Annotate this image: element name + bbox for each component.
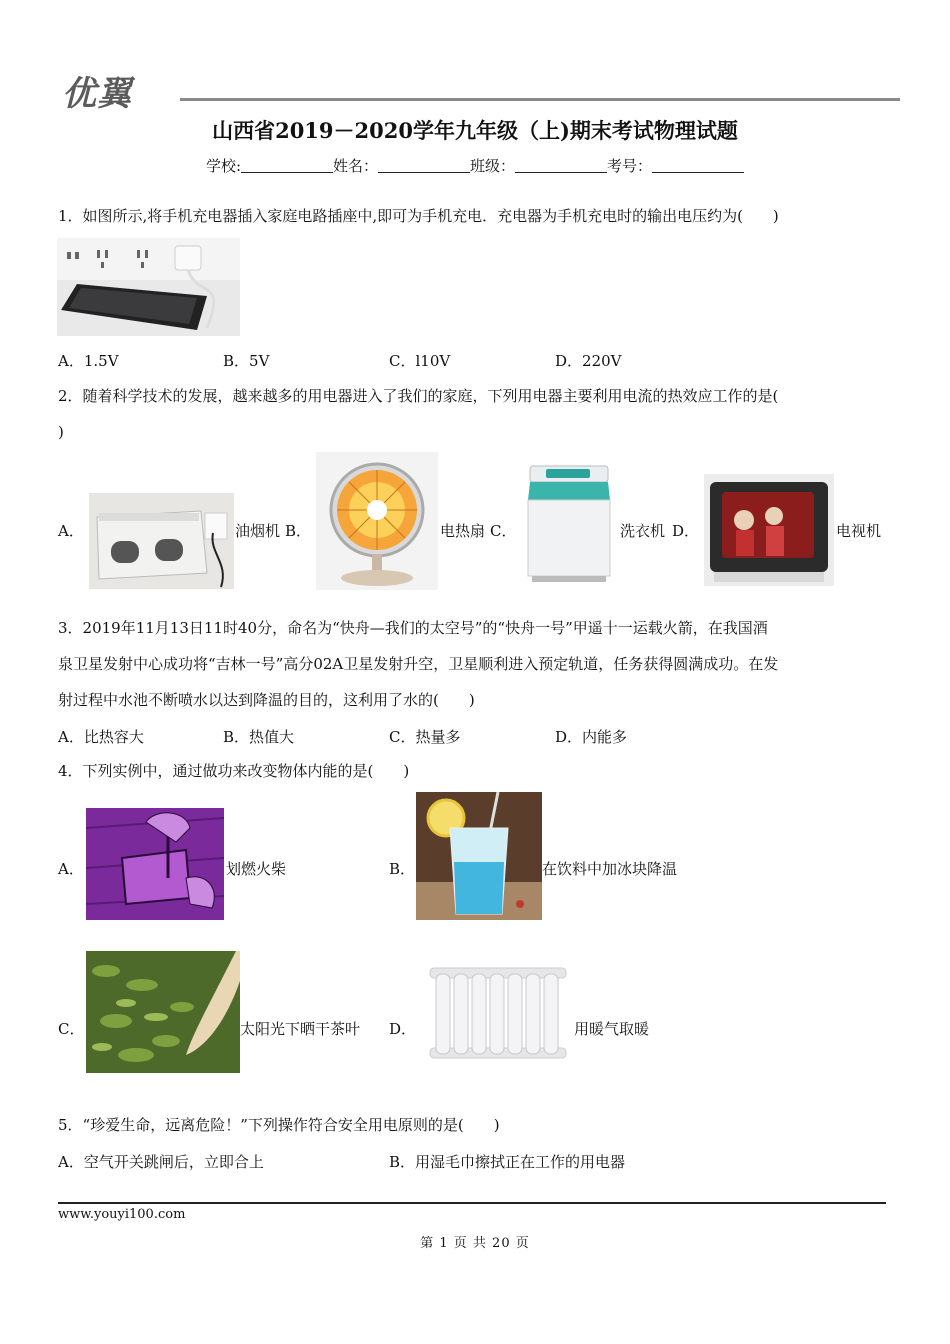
question-3-text-line2: 泉卫星发射中心成功将“吉林一号”高分02A卫星发射升空，卫星顺利进入预定轨道，任务获得圆满成功。在发 [58, 655, 779, 673]
school-blank [241, 158, 333, 173]
question-1-text: 1．如图所示,将手机充电器插入家庭电路插座中,即可为手机充电．充电器为手机充电时的输出电压约为( ) [58, 207, 779, 225]
q2-option-d-text: 电视机 [836, 522, 882, 540]
question-2-text-line2: ) [58, 423, 64, 441]
striking-match-image [86, 808, 224, 920]
question-4-text: 4．下列实例中，通过做功来改变物体内能的是( ) [58, 762, 410, 780]
class-label: 班级： [470, 157, 516, 175]
q3-option-d: D．内能多 [555, 728, 628, 746]
header-divider [180, 98, 900, 101]
question-3-text-line3: 射过程中水池不断喷水以达到降温的目的，这利用了水的( ) [58, 691, 475, 709]
drying-tea-image [86, 951, 240, 1073]
q4-option-d-text: 用暖气取暖 [574, 1020, 650, 1038]
q5-option-a: A．空气开关跳闸后，立即合上 [58, 1153, 264, 1171]
exam-title: 山西省2019－2020学年九年级（上)期末考试物理试题 [212, 118, 738, 143]
q1-option-d: D．220V [555, 352, 622, 370]
q2-option-d-label: D． [672, 522, 700, 540]
q4-option-d-label: D． [389, 1020, 417, 1038]
washing-machine-image [520, 460, 616, 586]
q4-option-a-label: A． [58, 860, 84, 878]
q2-option-a-label: A． [58, 522, 84, 540]
q3-option-a: A．比热容大 [58, 728, 144, 746]
class-blank [515, 158, 607, 173]
q4-option-c-text: 太阳光下晒干茶叶 [240, 1020, 361, 1038]
q2-option-b-text: 电热扇 [440, 522, 486, 540]
number-blank [652, 158, 744, 173]
q1-option-c: C．l10V [389, 352, 451, 370]
q5-option-b: B．用湿毛巾擦拭正在工作的用电器 [389, 1153, 626, 1171]
page-number: 第 1 页 共 20 页 [420, 1236, 530, 1251]
q1-option-a: A．1.5V [58, 352, 119, 370]
footer-url: www.youyi100.com [58, 1207, 186, 1222]
student-info-row [0, 155, 950, 176]
footer-divider [58, 1202, 886, 1204]
question-2-text-line1: 2．随着科学技术的发展，越来越多的用电器进入了我们的家庭，下列用电器主要利用电流的热效应工作的是( [58, 387, 779, 405]
q3-option-b: B．热值大 [223, 728, 295, 746]
q4-option-a-text: 划燃火柴 [226, 860, 287, 878]
brand-logo: 优翼 [62, 74, 132, 114]
q4-option-b-text: 在饮料中加冰块降温 [542, 860, 678, 878]
phone-charging-image [57, 238, 240, 336]
television-image [704, 474, 834, 586]
q4-option-c-label: C． [58, 1020, 85, 1038]
school-label: 学校: [205, 157, 241, 175]
name-label: 姓名： [333, 157, 379, 175]
radiator-image [424, 962, 572, 1066]
q2-option-a-text: 油烟机 [235, 522, 281, 540]
q3-option-c: C．热量多 [389, 728, 461, 746]
q2-option-c-label: C． [490, 522, 517, 540]
question-5-text: 5．“珍爱生命，远离危险！”下列操作符合安全用电原则的是( ) [58, 1116, 500, 1134]
q4-option-b-label: B． [389, 860, 416, 878]
number-label: 考号： [607, 157, 653, 175]
question-3-text-line1: 3．2019年11月13日11时40分，命名为“快舟—我们的太空号”的“快舟一号”甲遥十一运载火箭，在我国酒 [58, 619, 768, 637]
q2-option-c-text: 洗衣机 [620, 522, 666, 540]
q1-option-b: B．5V [223, 352, 270, 370]
q2-option-b-label: B． [285, 522, 312, 540]
name-blank [378, 158, 470, 173]
iced-drink-image [416, 792, 542, 920]
range-hood-image [89, 493, 234, 589]
electric-heater-image [316, 452, 438, 590]
